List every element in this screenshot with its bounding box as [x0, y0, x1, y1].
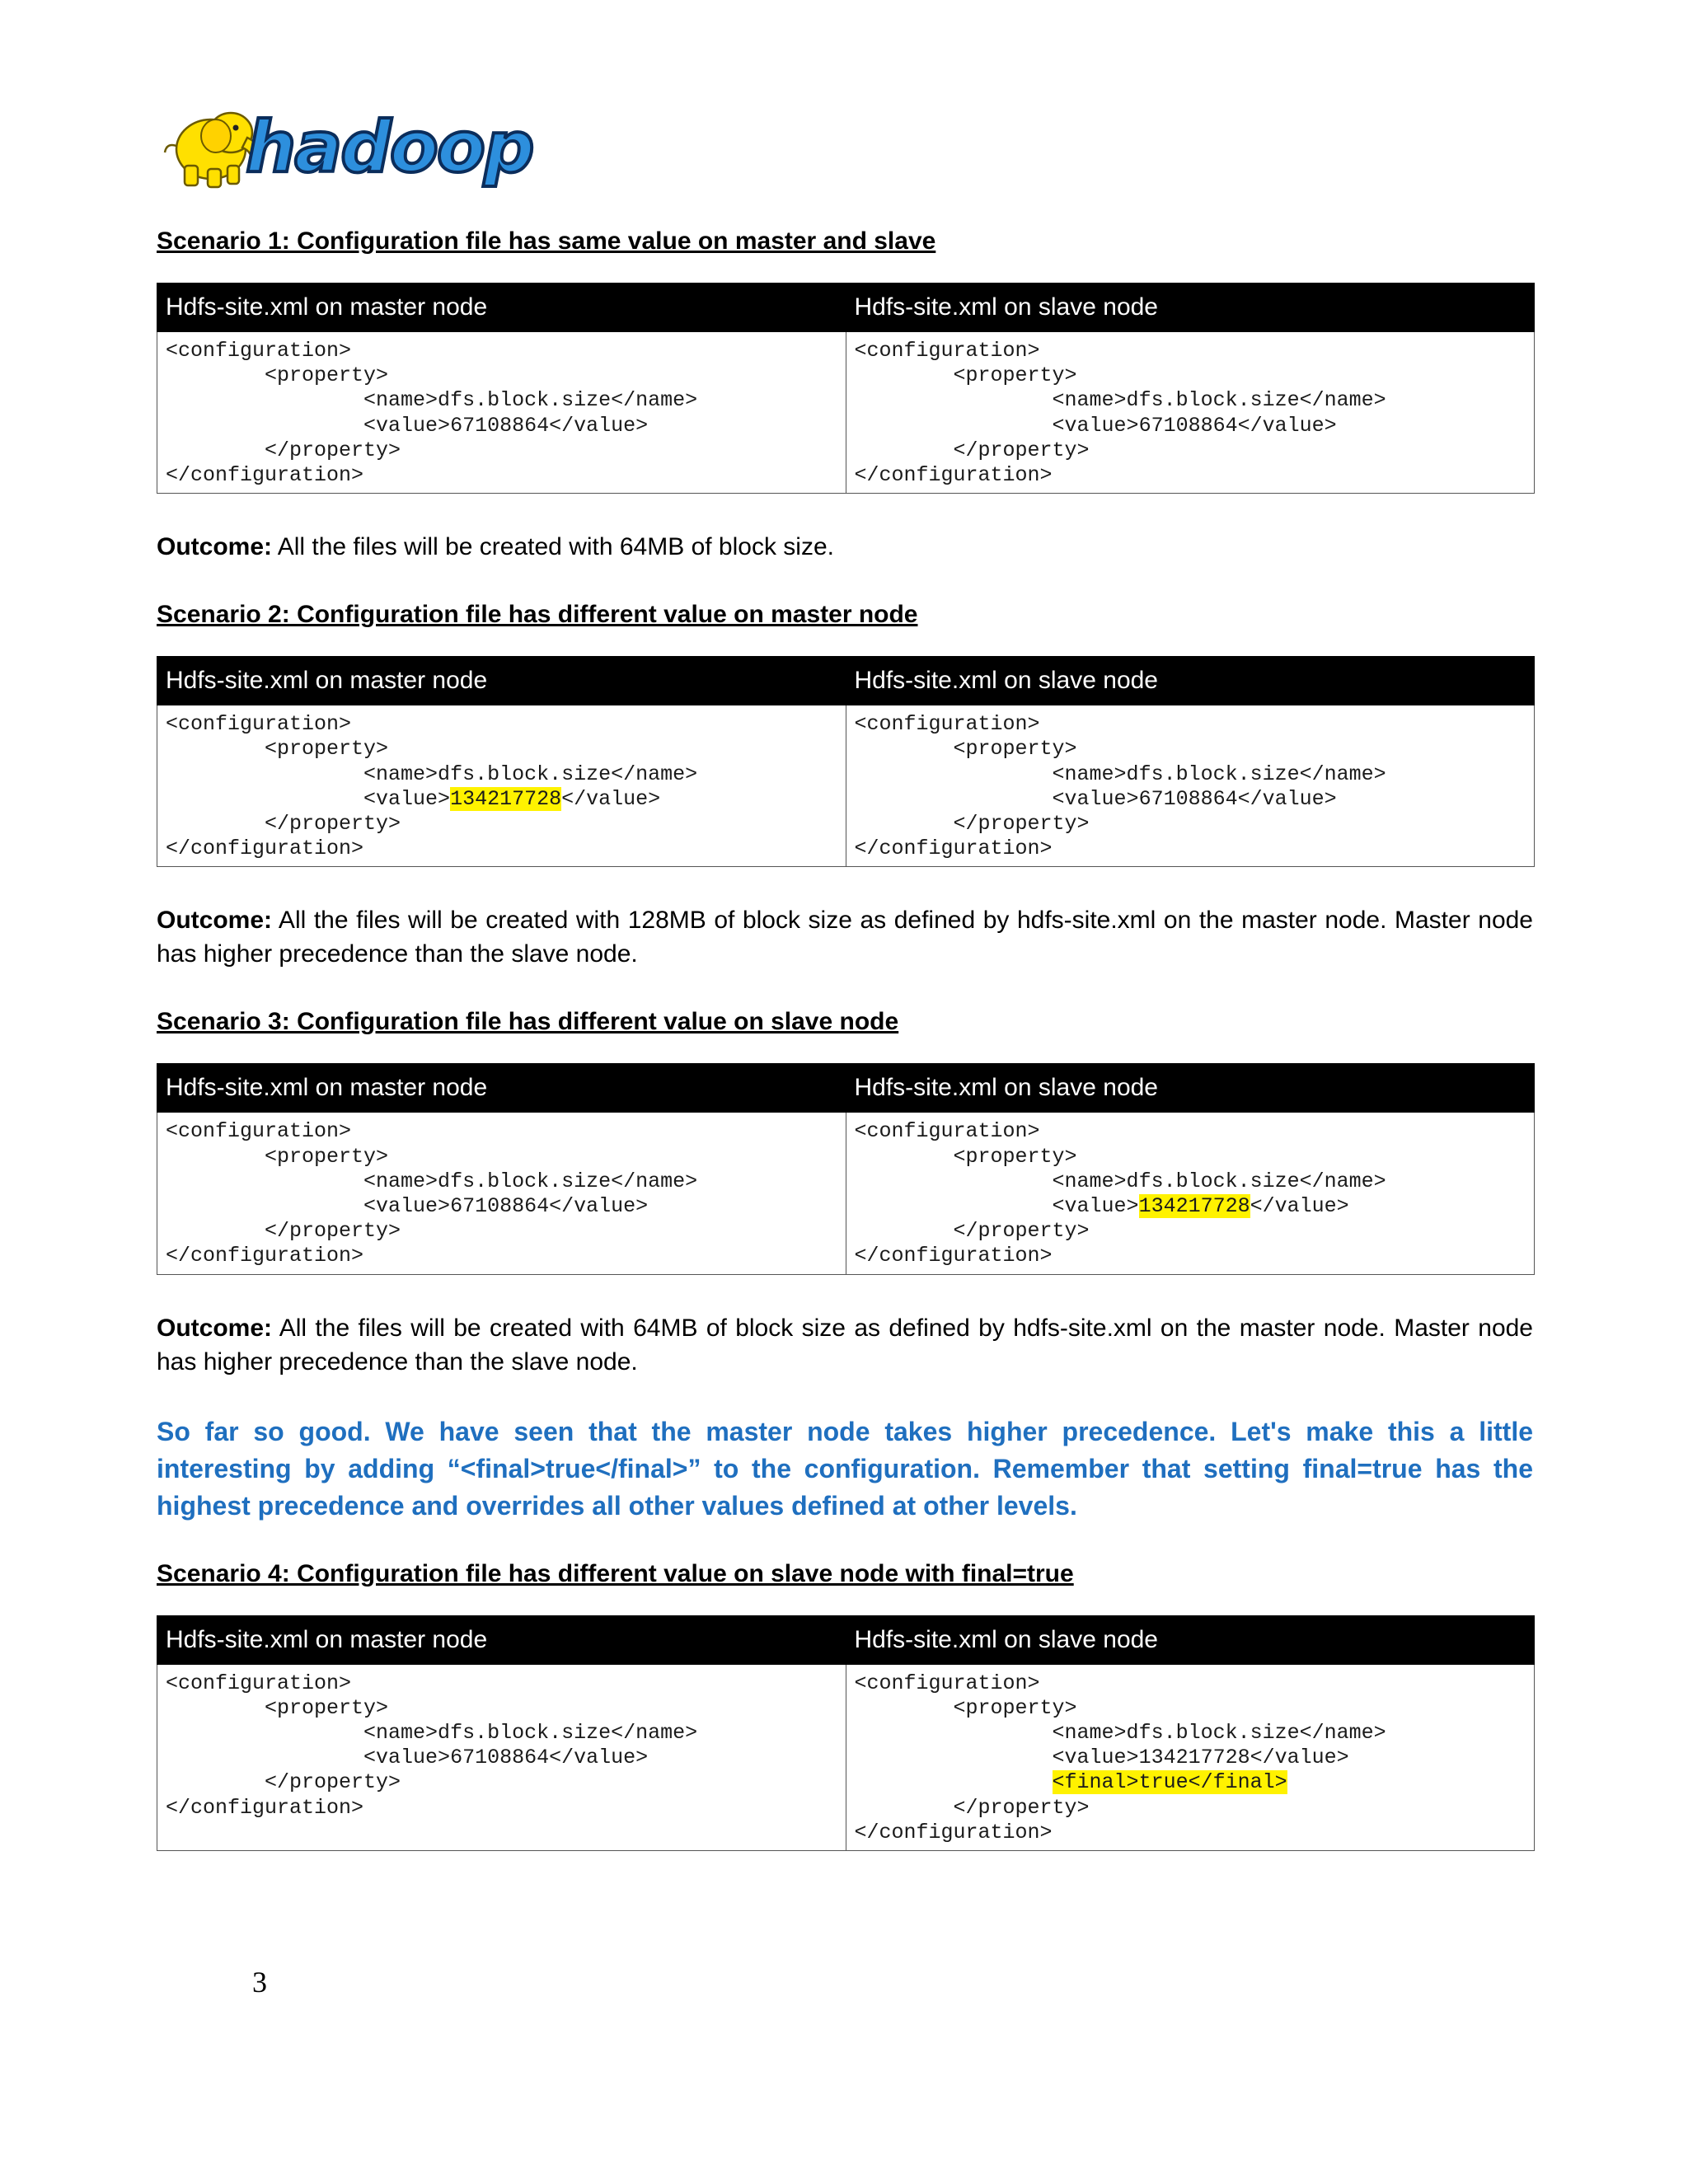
table-header-row	[157, 284, 1535, 332]
slave-column-header: Hdfs-site.xml on slave node	[846, 657, 1535, 705]
page-number: 3	[252, 1966, 267, 1999]
code-block: <configuration> <property> <name>dfs.block.size</name> <value>67108864</value> </property> </configuration>	[854, 712, 1386, 861]
slave-column-header: Hdfs-site.xml on slave node	[846, 284, 1535, 332]
master-config-cell	[157, 705, 846, 867]
table-header-row	[157, 1064, 1535, 1113]
scenario-2-heading: Scenario 2: Configuration file has different value on master node	[157, 601, 918, 629]
outcome-label: Outcome:	[157, 1314, 273, 1342]
scenario-1-heading: Scenario 1: Configuration file has same value on master and slave	[157, 227, 936, 255]
slave-config-cell	[846, 1664, 1535, 1850]
master-column-header: Hdfs-site.xml on master node	[157, 657, 846, 705]
scenario-2-outcome	[157, 903, 1533, 971]
master-config-cell	[157, 1113, 846, 1274]
code-block: <configuration> <property> <name>dfs.block.size</name> <value>134217728</value> </property> </configuration>	[854, 1119, 1386, 1268]
hadoop-wordmark: hadoop	[246, 106, 533, 189]
scenario-3-table	[157, 1063, 1535, 1274]
master-config-cell	[157, 1664, 846, 1850]
slave-column-header: Hdfs-site.xml on slave node	[846, 1615, 1535, 1664]
outcome-label: Outcome:	[157, 533, 273, 561]
code-block: <configuration> <property> <name>dfs.block.size</name> <value>67108864</value> </property> </configuration>	[166, 1671, 698, 1820]
table-row	[157, 1664, 1535, 1850]
master-column-header: Hdfs-site.xml on master node	[157, 284, 846, 332]
scenario-1-table	[157, 283, 1535, 494]
table-header-row	[157, 1615, 1535, 1664]
scenario-4-heading: Scenario 4: Configuration file has different value on slave node with final=true	[157, 1559, 1074, 1587]
outcome-text: All the files will be created with 64MB of block size as defined by hdfs-site.xml on the master node. Master node has higher precedence than the slave node.	[157, 1314, 1533, 1376]
master-column-header: Hdfs-site.xml on master node	[157, 1064, 846, 1113]
scenario-1-outcome	[157, 530, 1533, 564]
outcome-text: All the files will be created with 64MB of block size.	[272, 533, 834, 561]
table-row	[157, 1113, 1535, 1274]
slave-column-header: Hdfs-site.xml on slave node	[846, 1064, 1535, 1113]
table-row	[157, 705, 1535, 867]
slave-config-cell	[846, 705, 1535, 867]
table-header-row	[157, 657, 1535, 705]
code-block: <configuration> <property> <name>dfs.block.size</name> <value>67108864</value> </property> </configuration>	[854, 339, 1386, 488]
highlighted-value: 134217728	[1138, 1194, 1250, 1219]
scenario-2-table	[157, 656, 1535, 867]
code-block: <configuration> <property> <name>dfs.block.size</name> <value>67108864</value> </property> </configuration>	[166, 1119, 698, 1268]
slave-config-cell	[846, 332, 1535, 494]
master-config-cell	[157, 332, 846, 494]
highlighted-value: 134217728	[450, 786, 562, 811]
master-column-header: Hdfs-site.xml on master node	[157, 1615, 846, 1664]
scenario-4-table	[157, 1615, 1535, 1851]
outcome-text: All the files will be created with 128MB of block size as defined by hdfs-site.xml on the master node. Master node has higher precedence than the slave node.	[157, 907, 1533, 968]
code-block: <configuration> <property> <name>dfs.block.size</name> <value>134217728</value> <final>true</final> </property> </configuration>	[854, 1671, 1386, 1844]
highlighted-final-line: <final>true</final>	[1052, 1770, 1287, 1795]
precedence-callout: So far so good. We have seen that the master node takes higher precedence. Let's make this a little interesting by adding “<final>true</final>” to the configuration. Remember that setting final=true has the highest precedence and overrides all other values defined at other levels.	[157, 1416, 1533, 1521]
scenario-3-heading: Scenario 3: Configuration file has different value on slave node	[157, 1008, 899, 1036]
table-row	[157, 332, 1535, 494]
hadoop-logo	[157, 95, 536, 194]
outcome-label: Outcome:	[157, 907, 273, 935]
scenario-3-outcome	[157, 1311, 1533, 1379]
code-block: <configuration> <property> <name>dfs.block.size</name> <value>134217728</value> </property> </configuration>	[166, 712, 698, 861]
code-block: <configuration> <property> <name>dfs.block.size</name> <value>67108864</value> </property> </configuration>	[166, 339, 698, 488]
slave-config-cell	[846, 1113, 1535, 1274]
document-page	[157, 95, 1533, 1887]
